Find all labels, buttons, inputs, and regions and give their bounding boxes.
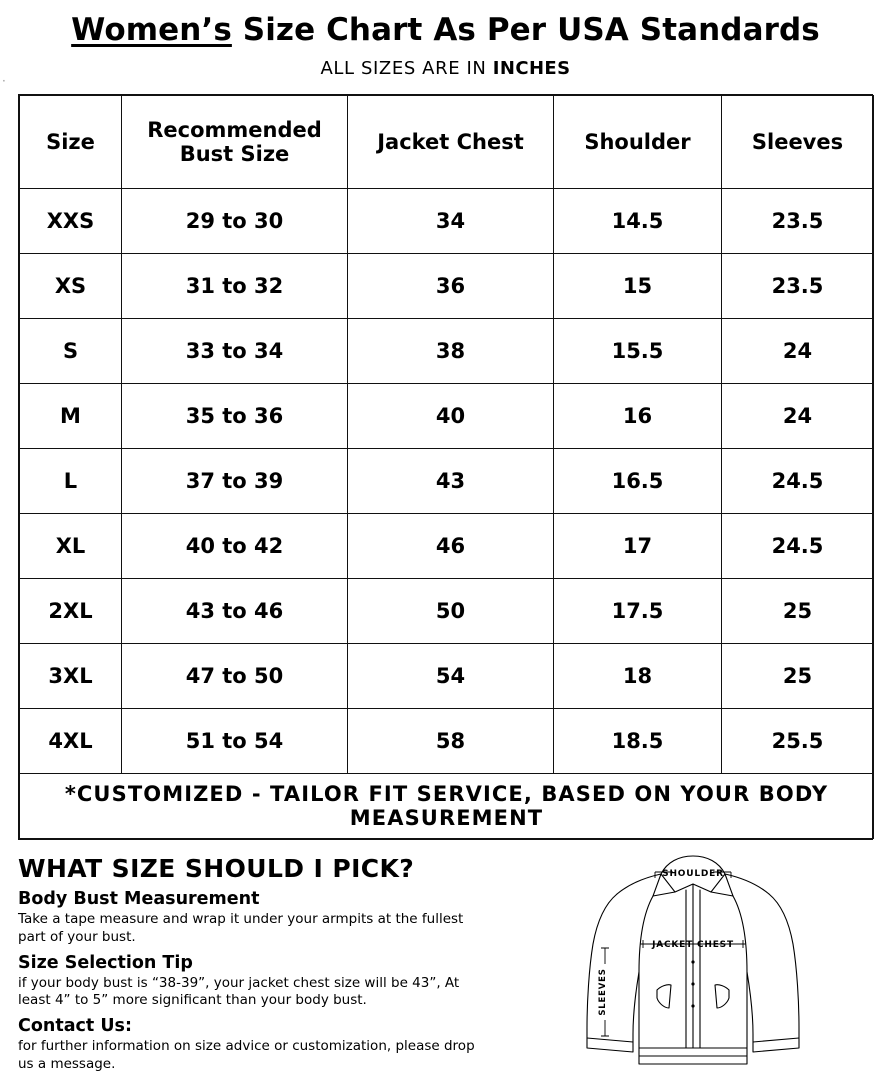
table-row xyxy=(20,254,874,319)
cell-shoulder: 14.5 xyxy=(554,189,722,254)
guide-body-size-tip: if your body bust is “38-39”, your jacket chest size will be 43”, At least 4” to 5” more significant than your body bust. xyxy=(18,974,460,1009)
illustration-label-jacket-chest: JACKET CHEST xyxy=(652,940,734,950)
guide-heading: WHAT SIZE SHOULD I PICK? xyxy=(18,854,415,883)
cell-bust: 51 to 54 xyxy=(122,709,348,774)
cell-shoulder: 16.5 xyxy=(554,449,722,514)
cell-sleeves: 25.5 xyxy=(722,709,874,774)
page-subtitle xyxy=(0,58,891,79)
cell-chest: 50 xyxy=(348,579,554,644)
cell-bust: 40 to 42 xyxy=(122,514,348,579)
size-table-container xyxy=(18,94,873,840)
column-header-recommended-bust-size: Recommended Bust Size xyxy=(122,96,348,189)
guide-subheading-size-tip: Size Selection Tip xyxy=(18,952,193,973)
guide-subheading-body-bust: Body Bust Measurement xyxy=(18,889,260,909)
guide-body-body-bust: Take a tape measure and wrap it under your armpits at the fullest part of your bust. xyxy=(18,911,464,945)
cell-bust: 47 to 50 xyxy=(122,644,348,709)
cell-bust: 35 to 36 xyxy=(122,384,348,449)
page-subtitle-unit: INCHES xyxy=(492,58,571,79)
cell-chest: 54 xyxy=(348,644,554,709)
cell-size: XL xyxy=(20,514,122,579)
table-row xyxy=(20,384,874,449)
cell-shoulder: 17 xyxy=(554,514,722,579)
column-header-sleeves: Sleeves xyxy=(722,96,874,189)
guide-body-contact: for further information on size advice or customization, please drop us a message. xyxy=(18,1038,475,1073)
cell-sleeves: 24 xyxy=(722,319,874,384)
cell-sleeves: 25 xyxy=(722,579,874,644)
page-subtitle-prefix: ALL SIZES ARE IN xyxy=(320,58,493,79)
size-chart-page xyxy=(0,12,891,1073)
cell-chest: 58 xyxy=(348,709,554,774)
cell-shoulder: 15.5 xyxy=(554,319,722,384)
cell-size: XXS xyxy=(20,189,122,254)
cell-bust: 31 to 32 xyxy=(122,254,348,319)
table-footnote: *CUSTOMIZED - TAILOR FIT SERVICE, BASED ON YOUR BODY MEASUREMENT xyxy=(20,774,874,839)
jacket-illustration xyxy=(543,852,843,1084)
cell-shoulder: 16 xyxy=(554,384,722,449)
cell-sleeves: 23.5 xyxy=(722,189,874,254)
cell-sleeves: 24.5 xyxy=(722,449,874,514)
table-row xyxy=(20,644,874,709)
cell-bust: 29 to 30 xyxy=(122,189,348,254)
column-header-jacket-chest: Jacket Chest xyxy=(348,96,554,189)
illustration-label-sleeves: SLEEVES xyxy=(598,968,608,1016)
cell-shoulder: 18 xyxy=(554,644,722,709)
table-row xyxy=(20,579,874,644)
cell-shoulder: 17.5 xyxy=(554,579,722,644)
page-title xyxy=(0,12,891,48)
cell-size: S xyxy=(20,319,122,384)
cell-sleeves: 24.5 xyxy=(722,514,874,579)
table-footnote-row xyxy=(20,774,874,839)
decorative-mark: · xyxy=(2,74,6,88)
guide-subheading-contact: Contact Us: xyxy=(18,1016,132,1037)
cell-size: 4XL xyxy=(20,709,122,774)
cell-chest: 46 xyxy=(348,514,554,579)
cell-bust: 43 to 46 xyxy=(122,579,348,644)
illustration-label-shoulder: SHOULDER xyxy=(662,869,724,879)
guide-text-column xyxy=(18,854,488,1074)
column-header-size: Size xyxy=(20,96,122,189)
cell-shoulder: 18.5 xyxy=(554,709,722,774)
cell-size: M xyxy=(20,384,122,449)
cell-sleeves: 24 xyxy=(722,384,874,449)
cell-chest: 36 xyxy=(348,254,554,319)
cell-sleeves: 25 xyxy=(722,644,874,709)
cell-shoulder: 15 xyxy=(554,254,722,319)
cell-sleeves: 23.5 xyxy=(722,254,874,319)
cell-chest: 40 xyxy=(348,384,554,449)
table-row xyxy=(20,449,874,514)
cell-chest: 43 xyxy=(348,449,554,514)
cell-size: XS xyxy=(20,254,122,319)
cell-size: 3XL xyxy=(20,644,122,709)
cell-bust: 33 to 34 xyxy=(122,319,348,384)
page-title-emphasis: Women’s xyxy=(71,12,232,48)
column-header-shoulder: Shoulder xyxy=(554,96,722,189)
guide-section xyxy=(18,854,873,1084)
cell-chest: 34 xyxy=(348,189,554,254)
cell-size: L xyxy=(20,449,122,514)
page-title-rest: Size Chart As Per USA Standards xyxy=(231,12,820,48)
table-row xyxy=(20,319,874,384)
cell-bust: 37 to 39 xyxy=(122,449,348,514)
table-row xyxy=(20,189,874,254)
cell-size: 2XL xyxy=(20,579,122,644)
table-header-row xyxy=(20,96,874,189)
cell-chest: 38 xyxy=(348,319,554,384)
table-row xyxy=(20,709,874,774)
table-row xyxy=(20,514,874,579)
size-table xyxy=(19,95,874,839)
